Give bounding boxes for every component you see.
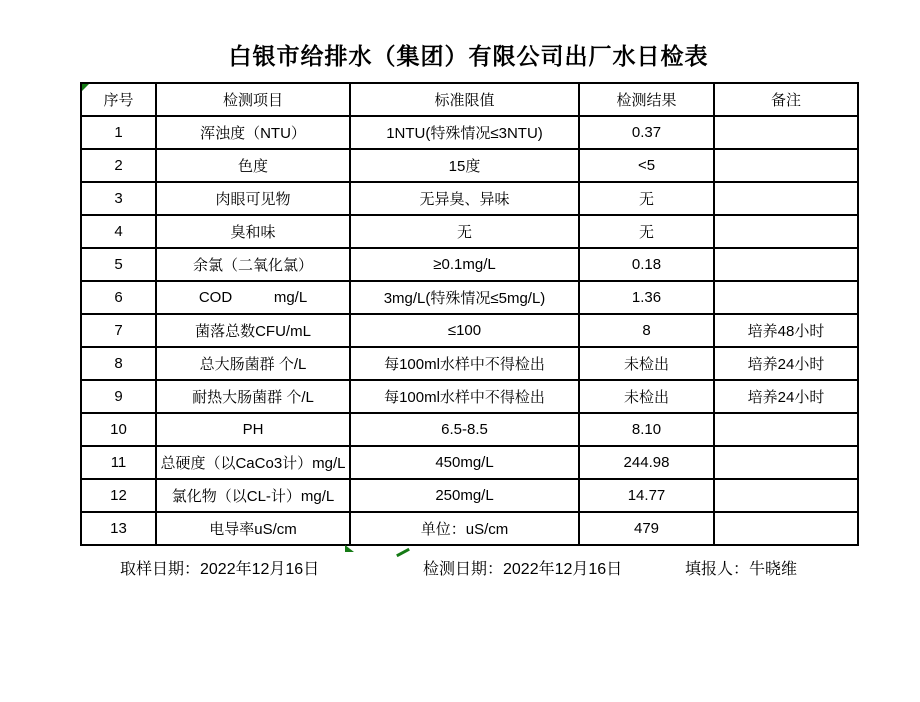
- cell-no: 13: [81, 512, 156, 545]
- table-row: [81, 149, 858, 182]
- cell-no: 7: [81, 314, 156, 347]
- cell-remark: [714, 446, 858, 479]
- cell-item: 臭和味: [156, 215, 350, 248]
- table-row: [81, 479, 858, 512]
- cell-remark: [714, 413, 858, 446]
- table-row: [81, 512, 858, 545]
- test-date-label: 检测日期：2022年12月16日: [423, 561, 623, 578]
- cell-item: 肉眼可见物: [156, 182, 350, 215]
- cell-no: 3: [81, 182, 156, 215]
- cell-result: <5: [579, 149, 714, 182]
- cell-remark: 培养24小时: [714, 347, 858, 380]
- cell-result: 无: [579, 182, 714, 215]
- cell-no: 5: [81, 248, 156, 281]
- cell-item: COD mg/L: [156, 281, 350, 314]
- cell-remark: [714, 215, 858, 248]
- cell-result: 479: [579, 512, 714, 545]
- header-item: 检测项目: [156, 83, 350, 116]
- cell-no: 6: [81, 281, 156, 314]
- cell-limit: 每100ml水样中不得检出: [350, 380, 579, 413]
- cell-no: 8: [81, 347, 156, 380]
- cell-result: 8: [579, 314, 714, 347]
- cell-item: 菌落总数CFU/mL: [156, 314, 350, 347]
- table-row: [81, 182, 858, 215]
- cell-item: 浑浊度（NTU）: [156, 116, 350, 149]
- cell-remark: [714, 479, 858, 512]
- cell-remark: [714, 248, 858, 281]
- cell-limit: ≥0.1mg/L: [350, 248, 579, 281]
- header-remark: 备注: [714, 83, 858, 116]
- cell-limit: 450mg/L: [350, 446, 579, 479]
- cell-no: 12: [81, 479, 156, 512]
- table-row: [81, 215, 858, 248]
- reporter-label: 填报人：牛晓维: [685, 561, 798, 578]
- cell-remark: [714, 116, 858, 149]
- cell-result: 8.10: [579, 413, 714, 446]
- cell-item: PH: [156, 413, 350, 446]
- cell-no: 10: [81, 413, 156, 446]
- cell-result: 244.98: [579, 446, 714, 479]
- cell-limit: 无: [350, 215, 579, 248]
- cell-no: 9: [81, 380, 156, 413]
- cell-limit: 单位：uS/cm: [350, 512, 579, 545]
- header-no: 序号: [81, 83, 156, 116]
- sampling-date-label: 取样日期：2022年12月16日: [120, 561, 320, 578]
- cell-no: 1: [81, 116, 156, 149]
- cell-remark: [714, 149, 858, 182]
- cell-limit: 6.5-8.5: [350, 413, 579, 446]
- cell-item: 氯化物（以CL-计）mg/L: [156, 479, 350, 512]
- cell-result: 0.37: [579, 116, 714, 149]
- table-body: [81, 116, 858, 545]
- table-row: [81, 413, 858, 446]
- green-bottom-marker-icon: [345, 545, 354, 552]
- cell-limit: 3mg/L(特殊情况≤5mg/L): [350, 281, 579, 314]
- cell-limit: 每100ml水样中不得检出: [350, 347, 579, 380]
- table-row: [81, 314, 858, 347]
- cell-no: 4: [81, 215, 156, 248]
- table-row: [81, 380, 858, 413]
- cell-item: 电导率uS/cm: [156, 512, 350, 545]
- cell-result: 未检出: [579, 380, 714, 413]
- cell-limit: 1NTU(特殊情况≤3NTU): [350, 116, 579, 149]
- cell-item: 总硬度（以CaCo3计）mg/L: [156, 446, 350, 479]
- table-row: [81, 446, 858, 479]
- cell-item: 总大肠菌群 个/L: [156, 347, 350, 380]
- table-row: [81, 281, 858, 314]
- cell-result: 1.36: [579, 281, 714, 314]
- header-limit: 标准限值: [350, 83, 579, 116]
- cell-remark: 培养24小时: [714, 380, 858, 413]
- cell-item: 耐热大肠菌群 个/L: [156, 380, 350, 413]
- cell-no: 2: [81, 149, 156, 182]
- cell-limit: 无异臭、异味: [350, 182, 579, 215]
- cell-result: 14.77: [579, 479, 714, 512]
- footer: [0, 556, 920, 578]
- cell-result: 0.18: [579, 248, 714, 281]
- header-result: 检测结果: [579, 83, 714, 116]
- table-row: [81, 116, 858, 149]
- cell-no: 11: [81, 446, 156, 479]
- table-row: [81, 347, 858, 380]
- cell-item: 色度: [156, 149, 350, 182]
- inspection-table: [80, 82, 859, 546]
- cell-item: 余氯（二氧化氯）: [156, 248, 350, 281]
- cell-limit: ≤100: [350, 314, 579, 347]
- header-row: [81, 83, 858, 116]
- cell-limit: 15度: [350, 149, 579, 182]
- cell-remark: [714, 512, 858, 545]
- cell-remark: [714, 281, 858, 314]
- cell-limit: 250mg/L: [350, 479, 579, 512]
- page-title: 白银市给排水（集团）有限公司出厂水日检表: [228, 43, 709, 69]
- cell-result: 无: [579, 215, 714, 248]
- cell-remark: 培养48小时: [714, 314, 858, 347]
- cell-remark: [714, 182, 858, 215]
- cell-result: 未检出: [579, 347, 714, 380]
- table-row: [81, 248, 858, 281]
